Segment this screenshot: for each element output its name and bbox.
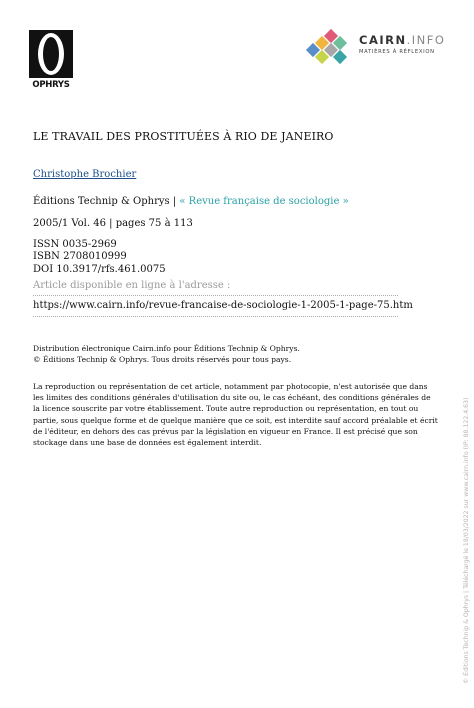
download-stamp: © Éditions Technip & Ophrys | Téléchargé le 18/03/2022 sur www.cairn.info (IP: 88.122.4.63) <box>463 397 470 684</box>
legal-notice: La reproduction ou représentation de cet article, notamment par photocopie, n'est autorisée que dans les limites des conditions générales d'utilisation du site ou, le cas échéant, des conditions générales de la licence souscrite par votre établissement. Toute autre reproduction ou représentation, en tout ou partie, sous quelque forme et de quelque manière que ce soit, est interdite sauf accord préalable et écrit de l'éditeur, en dehors des cas prévus par la législation en vigueur en France. Il est précisé que son stockage dans une base de données est également interdit. <box>33 381 438 447</box>
cover-content <box>33 130 438 448</box>
issn: ISSN 0035-2969 <box>33 239 117 250</box>
cairn-logo-tagline: MATIÈRES À RÉFLEXION <box>359 49 435 55</box>
issue-pages: 2005/1 Vol. 46 | pages 75 à 113 <box>33 218 193 229</box>
publisher-name: Éditions Technip & Ophrys | <box>33 196 180 207</box>
article-title: LE TRAVAIL DES PROSTITUÉES À RIO DE JANEIRO <box>33 130 334 143</box>
identifiers <box>33 239 438 276</box>
cairn-logo-text: CAIRN.INFO <box>359 33 446 47</box>
copyright-line: © Éditions Technip & Ophrys. Tous droits réservés pour tous pays. <box>33 355 292 365</box>
available-online-label: Article disponible en ligne à l'adresse : <box>33 279 231 291</box>
ophrys-logo-mark <box>29 30 73 78</box>
cairn-logo[interactable] <box>304 28 454 64</box>
article-url[interactable]: https://www.cairn.info/revue-francaise-de-sociologie-1-2005-1-page-75.htm <box>33 299 413 311</box>
doi: DOI 10.3917/rfs.461.0075 <box>33 263 166 275</box>
journal-link[interactable]: « Revue française de sociologie » <box>179 196 349 207</box>
divider <box>33 316 398 317</box>
isbn: ISBN 2708010999 <box>33 251 127 263</box>
ophrys-logo-text: OPHRYS <box>32 80 70 90</box>
divider <box>33 295 398 296</box>
distribution-notice <box>33 343 438 366</box>
ophrys-logo <box>29 30 73 90</box>
distribution-line: Distribution électronique Cairn.info pour Éditions Technip & Ophrys. <box>33 343 300 353</box>
publisher-line <box>33 196 438 207</box>
author-link[interactable]: Christophe Brochier <box>33 169 137 180</box>
